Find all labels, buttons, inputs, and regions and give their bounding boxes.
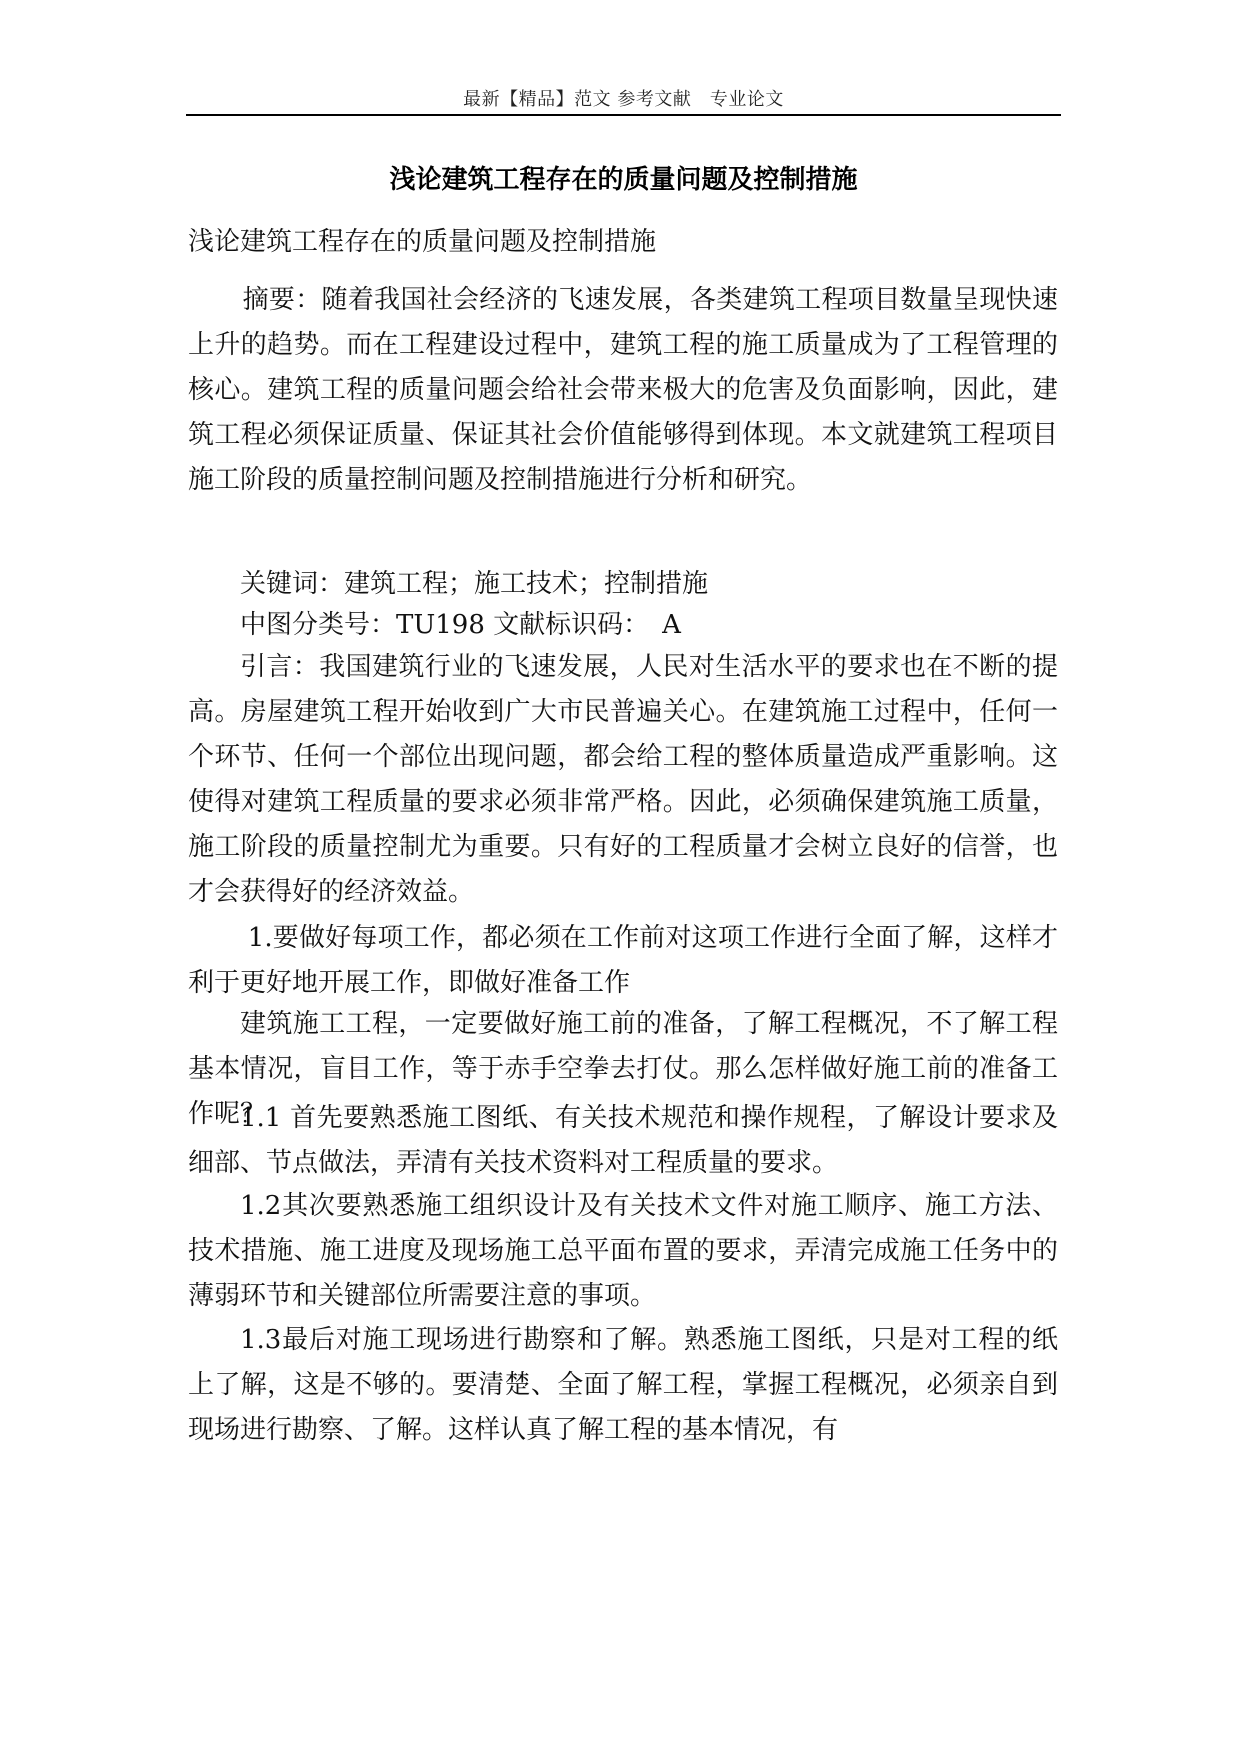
abstract-paragraph: 摘要：随着我国社会经济的飞速发展，各类建筑工程项目数量呈现快速上升的趋势。而在工程建设过程中，建筑工程的施工质量成为了工程管理的核心。建筑工程的质量问题会给社会带来极大的危害及负面影响，因此，建筑工程必须保证质量、保证其社会价值能够得到体现。本文就建筑工程项目施工阶段的质量控制问题及控制措施进行分析和研究。 — [188, 285, 1058, 495]
header-divider — [186, 114, 1061, 116]
page-header: 最新【精品】范文 参考文献 专业论文 — [463, 89, 784, 110]
item-1-3: 1.3最后对施工现场进行勘察和了解。熟悉施工图纸，只是对工程的纸上了解，这是不够的。要清楚、全面了解工程，掌握工程概况，必须亲自到现场进行勘察、了解。这样认真了解工程的基本情况，有 — [188, 1325, 1058, 1445]
document-subtitle: 浅论建筑工程存在的质量问题及控制措施 — [188, 227, 657, 257]
keywords-line: 关键词：建筑工程；施工技术；控制措施 — [240, 569, 709, 599]
document-title: 浅论建筑工程存在的质量问题及控制措施 — [389, 165, 858, 195]
section-heading-1: 1.要做好每项工作，都必须在工作前对这项工作进行全面了解，这样才利于更好地开展工作，即做好准备工作 — [188, 923, 1058, 998]
classification-line: 中图分类号：TU198 文献标识码： A — [240, 610, 681, 640]
item-1-2: 1.2其次要熟悉施工组织设计及有关技术文件对施工顺序、施工方法、技术措施、施工进度及现场施工总平面布置的要求，弄清完成施工任务中的薄弱环节和关键部位所需要注意的事项。 — [188, 1191, 1058, 1311]
item-1-1: 1.1 首先要熟悉施工图纸、有关技术规范和操作规程，了解设计要求及细部、节点做法，弄清有关技术资料对工程质量的要求。 — [188, 1103, 1058, 1178]
intro-paragraph: 引言：我国建筑行业的飞速发展，人民对生活水平的要求也在不断的提高。房屋建筑工程开始收到广大市民普遍关心。在建筑施工过程中，任何一个环节、任何一个部位出现问题，都会给工程的整体质量造成严重影响。这使得对建筑工程质量的要求必须非常严格。因此，必须确保建筑施工质量，施工阶段的质量控制尤为重要。只有好的工程质量才会树立良好的信誉，也才会获得好的经济效益。 — [188, 652, 1058, 907]
section-1-body: 建筑施工工程，一定要做好施工前的准备，了解工程概况，不了解工程基本情况，盲目工作，等于赤手空拳去打仗。那么怎样做好施工前的准备工作呢？ — [188, 1009, 1058, 1129]
